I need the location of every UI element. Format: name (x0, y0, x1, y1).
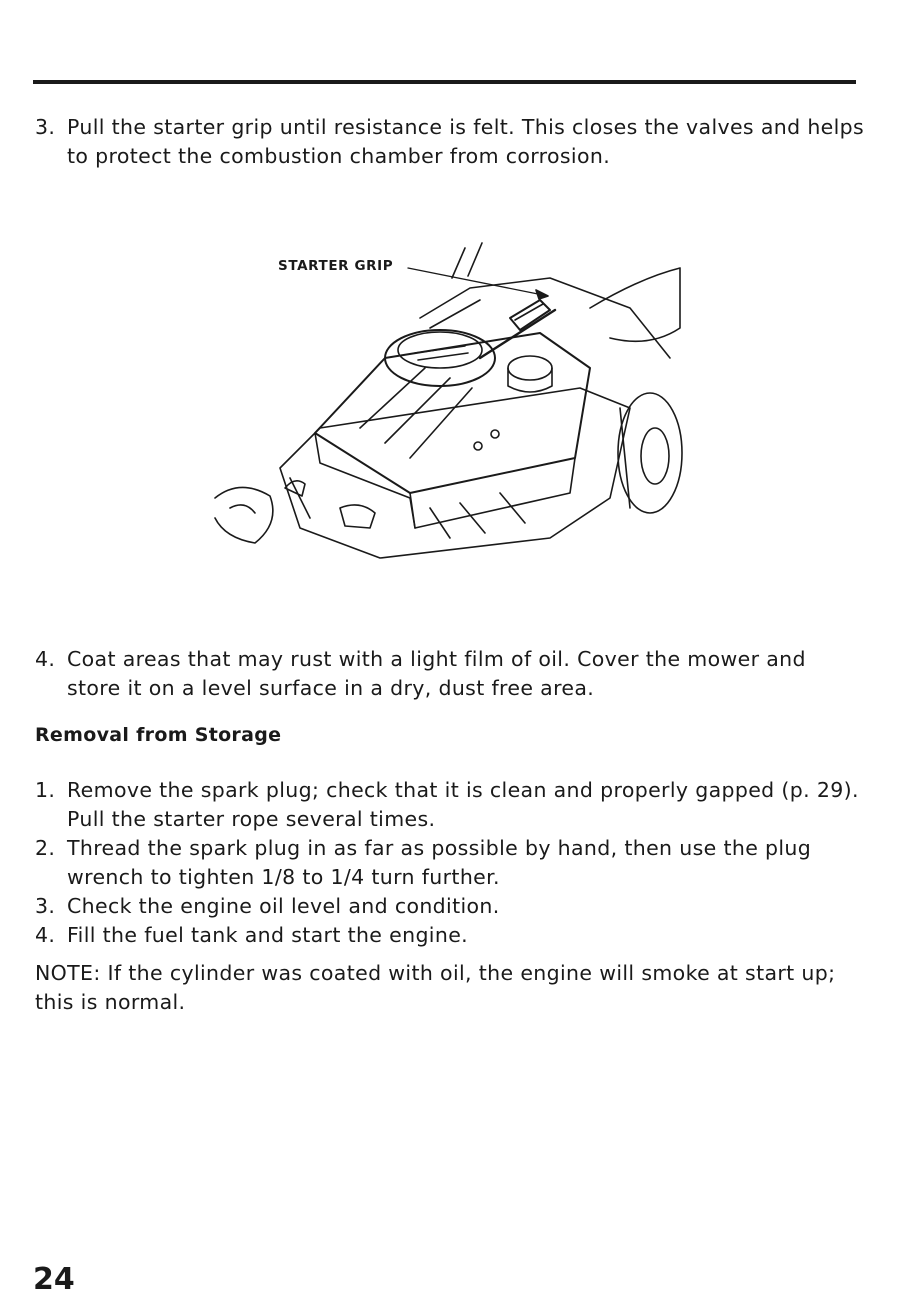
step-text: Fill the fuel tank and start the engine. (67, 923, 469, 947)
list-item (35, 892, 865, 921)
step-text: Pull the starter grip until resistance is felt. This closes the valves and helps to protect the combustion chamber from corrosion. (67, 115, 865, 168)
step-number: 3. (35, 894, 56, 918)
removal-steps-list (35, 776, 865, 950)
step-number: 4. (35, 647, 56, 671)
list-item (35, 776, 865, 834)
note-text: NOTE: If the cylinder was coated with oil, the engine will smoke at start up; this is normal. (35, 961, 836, 1014)
step-text: Check the engine oil level and condition. (67, 894, 500, 918)
storage-step-3 (35, 113, 865, 171)
step-text: Coat areas that may rust with a light film of oil. Cover the mower and store it on a level surface in a dry, dust free area. (67, 647, 806, 700)
step-text: Thread the spark plug in as far as possible by hand, then use the plug wrench to tighten 1/8 to 1/4 turn further. (67, 836, 812, 889)
step-text: Remove the spark plug; check that it is clean and properly gapped (p. 29). Pull the starter rope several times. (67, 778, 859, 831)
list-item (35, 834, 865, 892)
lawn-mower-engine-illustration (210, 238, 690, 578)
page-number: 24 (33, 1262, 75, 1297)
list-item (35, 921, 865, 950)
step-number: 2. (35, 836, 56, 860)
removal-heading: Removal from Storage (35, 724, 282, 746)
step-number: 1. (35, 778, 56, 802)
storage-step-4 (35, 645, 865, 703)
step-number: 3. (35, 115, 56, 139)
starter-grip-callout: STARTER GRIP (278, 258, 394, 274)
step-number: 4. (35, 923, 56, 947)
top-rule (33, 80, 856, 84)
